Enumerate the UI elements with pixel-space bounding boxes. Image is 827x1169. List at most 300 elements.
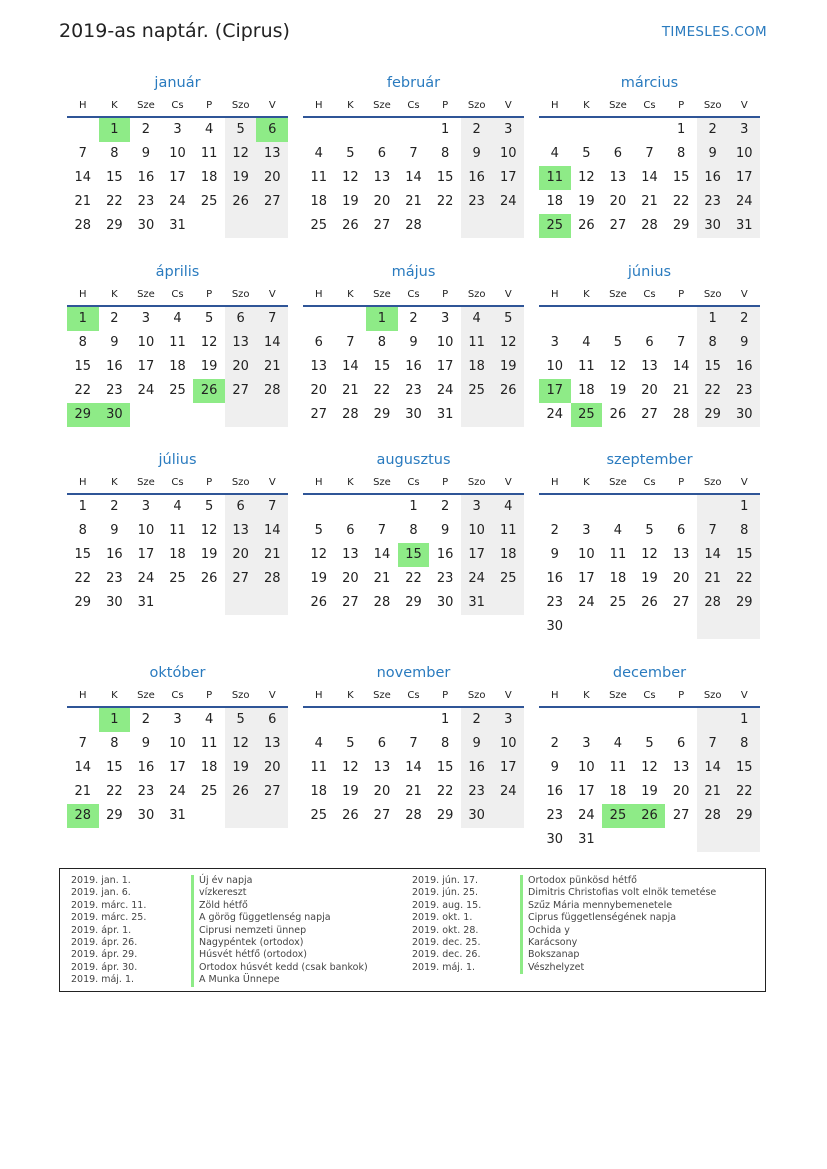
week-row: [67, 591, 288, 615]
weekday-label: H: [551, 289, 559, 300]
holiday-date: 2019. okt. 28.: [412, 924, 479, 936]
day-cell: 18: [310, 784, 328, 799]
day-cell: 23: [106, 383, 123, 398]
day-cell: 25: [571, 403, 603, 427]
day-cell: 24: [169, 194, 186, 209]
week-row: [539, 214, 760, 238]
weekday-label: V: [504, 100, 512, 111]
day-cell: 21: [405, 784, 422, 799]
day-cell: 20: [225, 355, 257, 379]
weekday-label: K: [583, 100, 590, 111]
empty-day-cell: [67, 708, 99, 732]
day-cell: 17: [539, 379, 571, 403]
week-row: [539, 804, 760, 828]
day-cell: 16: [137, 760, 155, 775]
day-cell: 23: [461, 190, 493, 214]
weekday-label: Cs: [407, 289, 420, 300]
day-cell: 12: [342, 170, 359, 185]
weekday-label: H: [551, 100, 559, 111]
day-cell: 29: [106, 218, 123, 233]
day-cell: 23: [546, 595, 564, 610]
weekday-label: P: [678, 289, 685, 300]
weekday-label: Sze: [373, 100, 391, 111]
weekday-label: V: [504, 289, 512, 300]
day-cell: 19: [342, 194, 359, 209]
holiday-date: 2019. jan. 1.: [71, 875, 131, 886]
weekday-header-row: [303, 283, 524, 307]
holiday-name: A görög függetlenség napja: [191, 912, 331, 924]
day-cell: 26: [193, 379, 225, 403]
day-cell: 9: [110, 523, 119, 538]
day-cell: 14: [74, 170, 92, 185]
empty-day-cell: [162, 403, 194, 427]
day-cell: 28: [672, 407, 690, 422]
day-cell: 9: [141, 736, 151, 751]
day-cell: 26: [342, 808, 359, 823]
day-cell: 14: [373, 547, 391, 562]
day-cell: 2: [110, 311, 119, 326]
day-cell: 29: [106, 808, 123, 823]
weekday-label: Szo: [231, 289, 250, 300]
empty-day-cell: [602, 118, 634, 142]
day-cell: 17: [169, 760, 186, 775]
day-cell: 9: [110, 335, 119, 350]
week-row: [303, 190, 524, 214]
week-row: [539, 567, 760, 591]
weekday-label: P: [206, 100, 213, 111]
holiday-date: 2019. ápr. 30.: [71, 961, 138, 973]
day-cell: 21: [697, 780, 729, 804]
day-cell: 3: [440, 311, 450, 326]
day-cell: 31: [578, 832, 595, 847]
month-name: január: [154, 75, 201, 91]
day-cell: 10: [578, 547, 595, 562]
day-cell: 14: [256, 519, 288, 543]
weekday-label: Sze: [373, 690, 391, 701]
day-cell: 3: [582, 523, 591, 538]
empty-day-cell: [492, 804, 524, 828]
day-cell: 28: [67, 804, 99, 828]
week-row: [303, 166, 524, 190]
week-row: [303, 708, 524, 732]
empty-day-cell: [225, 804, 257, 828]
holiday-legend-row: [412, 949, 752, 961]
weekday-header-row: [539, 471, 760, 495]
day-cell: 27: [310, 407, 328, 422]
day-cell: 24: [137, 383, 155, 398]
day-cell: 4: [613, 523, 623, 538]
day-cell: 9: [550, 760, 559, 775]
weekday-label: Szo: [467, 690, 486, 701]
day-cell: 29: [436, 808, 454, 823]
day-cell: 5: [582, 146, 591, 161]
day-cell: 20: [609, 194, 627, 209]
day-cell: 19: [641, 784, 658, 799]
week-row: [67, 543, 288, 567]
day-cell: 31: [461, 591, 493, 615]
day-cell: 7: [346, 335, 355, 350]
day-cell: 31: [436, 407, 454, 422]
month-6: [539, 261, 760, 427]
week-row: [67, 166, 288, 190]
day-cell: 16: [106, 547, 123, 562]
day-cell: 9: [440, 523, 450, 538]
week-row: [67, 355, 288, 379]
day-cell: 15: [106, 170, 123, 185]
day-cell: 11: [310, 170, 328, 185]
day-cell: 30: [137, 808, 155, 823]
week-row: [539, 828, 760, 852]
day-cell: 23: [137, 784, 155, 799]
weekday-label: P: [206, 477, 213, 488]
holiday-legend-row: [71, 887, 401, 899]
month-8: [303, 449, 524, 615]
day-cell: 16: [405, 359, 422, 374]
day-cell: 3: [550, 335, 559, 350]
day-cell: 21: [74, 784, 92, 799]
holiday-legend-row: [71, 949, 401, 961]
day-cell: 1: [366, 307, 398, 331]
day-cell: 20: [342, 571, 359, 586]
day-cell: 28: [405, 808, 422, 823]
empty-day-cell: [366, 495, 398, 519]
day-cell: 12: [609, 359, 627, 374]
weekday-label: P: [442, 100, 449, 111]
day-cell: 6: [613, 146, 623, 161]
empty-day-cell: [461, 403, 493, 427]
holiday-date: 2019. ápr. 1.: [71, 924, 132, 936]
month-name: szeptember: [606, 452, 693, 468]
day-cell: 13: [641, 359, 658, 374]
day-cell: 26: [342, 218, 359, 233]
empty-day-cell: [634, 708, 666, 732]
day-cell: 19: [310, 571, 328, 586]
day-cell: 25: [310, 808, 328, 823]
day-cell: 2: [550, 736, 559, 751]
weekday-label: Sze: [137, 690, 155, 701]
day-cell: 4: [314, 736, 323, 751]
month-11: [303, 662, 524, 828]
day-cell: 8: [377, 335, 387, 350]
day-cell: 27: [672, 808, 690, 823]
empty-day-cell: [225, 214, 257, 238]
month-3: [539, 72, 760, 238]
day-cell: 5: [613, 335, 623, 350]
day-cell: 27: [373, 808, 391, 823]
weekday-label: H: [79, 477, 87, 488]
day-cell: 15: [672, 170, 690, 185]
day-cell: 7: [409, 736, 418, 751]
brand-logo-link[interactable]: TIMESLES.COM: [661, 24, 767, 40]
day-cell: 12: [578, 170, 595, 185]
holiday-name: Ortodox pünkösd hétfő: [520, 875, 637, 887]
week-row: [303, 379, 524, 403]
empty-day-cell: [193, 804, 225, 828]
weekday-label: K: [111, 100, 118, 111]
week-row: [67, 519, 288, 543]
day-cell: 15: [398, 543, 430, 567]
day-cell: 17: [461, 543, 493, 567]
week-row: [303, 214, 524, 238]
day-cell: 3: [492, 708, 524, 732]
holiday-date: 2019. márc. 11.: [71, 899, 147, 911]
day-cell: 15: [697, 355, 729, 379]
day-cell: 13: [342, 547, 359, 562]
week-row: [303, 403, 524, 427]
day-cell: 30: [436, 595, 454, 610]
day-cell: 9: [697, 142, 729, 166]
day-cell: 27: [672, 595, 690, 610]
empty-day-cell: [665, 307, 697, 331]
holiday-legend-row: [71, 875, 401, 887]
day-cell: 25: [609, 595, 627, 610]
holiday-name: Bokszanap: [520, 949, 579, 961]
day-cell: 27: [373, 218, 391, 233]
weekday-label: Szo: [231, 477, 250, 488]
day-cell: 20: [256, 166, 288, 190]
day-cell: 7: [256, 307, 288, 331]
week-row: [303, 142, 524, 166]
day-cell: 25: [539, 214, 571, 238]
day-cell: 18: [310, 194, 328, 209]
day-cell: 5: [645, 523, 654, 538]
weekday-header-row: [67, 471, 288, 495]
week-row: [67, 708, 288, 732]
day-cell: 1: [440, 122, 450, 137]
weekday-label: Sze: [609, 690, 627, 701]
weekday-label: H: [315, 289, 323, 300]
day-cell: 7: [377, 523, 387, 538]
week-row: [303, 756, 524, 780]
empty-day-cell: [634, 495, 666, 519]
day-cell: 12: [200, 335, 218, 350]
day-cell: 6: [676, 736, 686, 751]
day-cell: 8: [440, 146, 450, 161]
weekday-label: Szo: [703, 477, 722, 488]
day-cell: 19: [609, 383, 627, 398]
day-cell: 18: [461, 355, 493, 379]
day-cell: 8: [676, 146, 686, 161]
empty-day-cell: [256, 403, 288, 427]
month-name: június: [627, 264, 672, 280]
day-cell: 4: [204, 122, 214, 137]
week-row: [303, 495, 524, 519]
day-cell: 10: [492, 732, 524, 756]
holiday-legend: [59, 868, 766, 992]
day-cell: 8: [110, 736, 119, 751]
weekday-label: Sze: [373, 477, 391, 488]
day-cell: 24: [578, 808, 595, 823]
day-cell: 15: [373, 359, 391, 374]
day-cell: 19: [492, 355, 524, 379]
month-2: [303, 72, 524, 238]
day-cell: 24: [169, 784, 186, 799]
day-cell: 30: [461, 804, 493, 828]
day-cell: 14: [697, 756, 729, 780]
holiday-legend-row: [71, 974, 401, 986]
day-cell: 6: [377, 146, 387, 161]
week-row: [539, 732, 760, 756]
day-cell: 6: [225, 495, 257, 519]
week-row: [67, 307, 288, 331]
week-row: [539, 142, 760, 166]
weekday-header-row: [539, 94, 760, 118]
weekday-label: V: [268, 100, 276, 111]
day-cell: 3: [173, 122, 182, 137]
day-cell: 13: [310, 359, 328, 374]
month-name: március: [620, 75, 679, 91]
week-row: [539, 591, 760, 615]
weekday-label: Szo: [467, 289, 486, 300]
holiday-name: Ochida y: [520, 925, 570, 937]
day-cell: 26: [310, 595, 328, 610]
holiday-legend-row: [412, 937, 752, 949]
day-cell: 29: [697, 403, 729, 427]
holiday-name: Ortodox húsvét kedd (csak bankok): [191, 962, 368, 974]
day-cell: 8: [78, 523, 87, 538]
day-cell: 4: [173, 499, 182, 514]
day-cell: 29: [373, 407, 391, 422]
weekday-label: H: [79, 690, 87, 701]
weekday-label: H: [79, 289, 87, 300]
holiday-date: 2019. ápr. 26.: [71, 936, 138, 948]
day-cell: 5: [492, 307, 524, 331]
day-cell: 21: [256, 355, 288, 379]
day-cell: 19: [225, 756, 257, 780]
empty-day-cell: [634, 615, 666, 639]
weekday-header-row: [303, 684, 524, 708]
weekday-label: K: [347, 477, 354, 488]
weekday-label: Sze: [609, 477, 627, 488]
weekday-label: Cs: [171, 477, 184, 488]
day-cell: 1: [676, 122, 686, 137]
day-cell: 23: [137, 194, 155, 209]
day-cell: 24: [492, 190, 524, 214]
day-cell: 12: [200, 523, 218, 538]
weekday-label: Szo: [231, 690, 250, 701]
day-cell: 6: [225, 307, 257, 331]
day-cell: 22: [436, 784, 454, 799]
day-cell: 16: [546, 784, 564, 799]
day-cell: 26: [200, 571, 218, 586]
day-cell: 14: [405, 170, 422, 185]
weekday-label: K: [347, 289, 354, 300]
day-cell: 5: [204, 499, 214, 514]
day-cell: 7: [697, 519, 729, 543]
holiday-date: 2019. okt. 1.: [412, 912, 473, 924]
day-cell: 28: [641, 218, 658, 233]
day-cell: 8: [728, 732, 760, 756]
day-cell: 26: [641, 595, 658, 610]
day-cell: 27: [225, 567, 257, 591]
day-cell: 17: [492, 756, 524, 780]
week-row: [67, 780, 288, 804]
holiday-date: 2019. dec. 26.: [412, 949, 481, 961]
month-10: [67, 662, 288, 828]
empty-day-cell: [571, 495, 603, 519]
week-row: [67, 495, 288, 519]
empty-day-cell: [728, 615, 760, 639]
day-cell: 7: [676, 335, 686, 350]
week-row: [67, 379, 288, 403]
week-row: [67, 804, 288, 828]
day-cell: 12: [225, 142, 257, 166]
week-row: [67, 214, 288, 238]
weekday-label: Szo: [231, 100, 250, 111]
empty-day-cell: [335, 708, 367, 732]
holiday-legend-row: [71, 925, 401, 937]
holiday-name: Nagypéntek (ortodox): [191, 937, 303, 949]
day-cell: 11: [200, 736, 218, 751]
holiday-legend-row: [412, 962, 752, 974]
empty-day-cell: [335, 307, 367, 331]
day-cell: 14: [697, 543, 729, 567]
empty-day-cell: [303, 118, 335, 142]
weekday-label: Sze: [137, 289, 155, 300]
day-cell: 17: [728, 166, 760, 190]
weekday-label: K: [347, 690, 354, 701]
day-cell: 29: [67, 403, 99, 427]
weekday-label: V: [740, 100, 748, 111]
empty-day-cell: [193, 403, 225, 427]
holiday-name: Dimitris Christofias volt elnök temetése: [520, 887, 716, 899]
day-cell: 18: [578, 383, 595, 398]
empty-day-cell: [461, 214, 493, 238]
day-cell: 11: [169, 523, 186, 538]
day-cell: 25: [169, 383, 186, 398]
day-cell: 15: [728, 756, 760, 780]
day-cell: 30: [546, 619, 564, 634]
day-cell: 26: [634, 804, 666, 828]
weekday-label: Cs: [171, 289, 184, 300]
empty-day-cell: [193, 214, 225, 238]
day-cell: 23: [436, 571, 454, 586]
weekday-label: Cs: [643, 690, 656, 701]
weekday-label: Sze: [609, 100, 627, 111]
day-cell: 23: [461, 780, 493, 804]
day-cell: 10: [578, 760, 595, 775]
week-row: [303, 307, 524, 331]
week-row: [67, 142, 288, 166]
month-9: [539, 449, 760, 639]
day-cell: 22: [74, 571, 92, 586]
day-cell: 24: [461, 567, 493, 591]
holiday-legend-row: [71, 912, 401, 924]
day-cell: 4: [314, 146, 323, 161]
day-cell: 3: [141, 311, 151, 326]
weekday-label: Cs: [407, 477, 420, 488]
day-cell: 2: [461, 118, 493, 142]
empty-day-cell: [571, 615, 603, 639]
day-cell: 13: [256, 732, 288, 756]
day-cell: 18: [492, 543, 524, 567]
holiday-name: Szűz Mária mennybemenetele: [520, 900, 672, 912]
month-12: [539, 662, 760, 852]
day-cell: 4: [492, 495, 524, 519]
day-cell: 13: [672, 547, 690, 562]
weekday-label: K: [583, 289, 590, 300]
day-cell: 6: [377, 736, 387, 751]
day-cell: 4: [613, 736, 623, 751]
empty-day-cell: [571, 708, 603, 732]
page-title: 2019-as naptár. (Ciprus): [59, 20, 290, 42]
day-cell: 21: [342, 383, 359, 398]
holiday-legend-row: [412, 925, 752, 937]
day-cell: 1: [409, 499, 418, 514]
weekday-label: Szo: [703, 690, 722, 701]
day-cell: 16: [436, 547, 454, 562]
day-cell: 16: [461, 756, 493, 780]
